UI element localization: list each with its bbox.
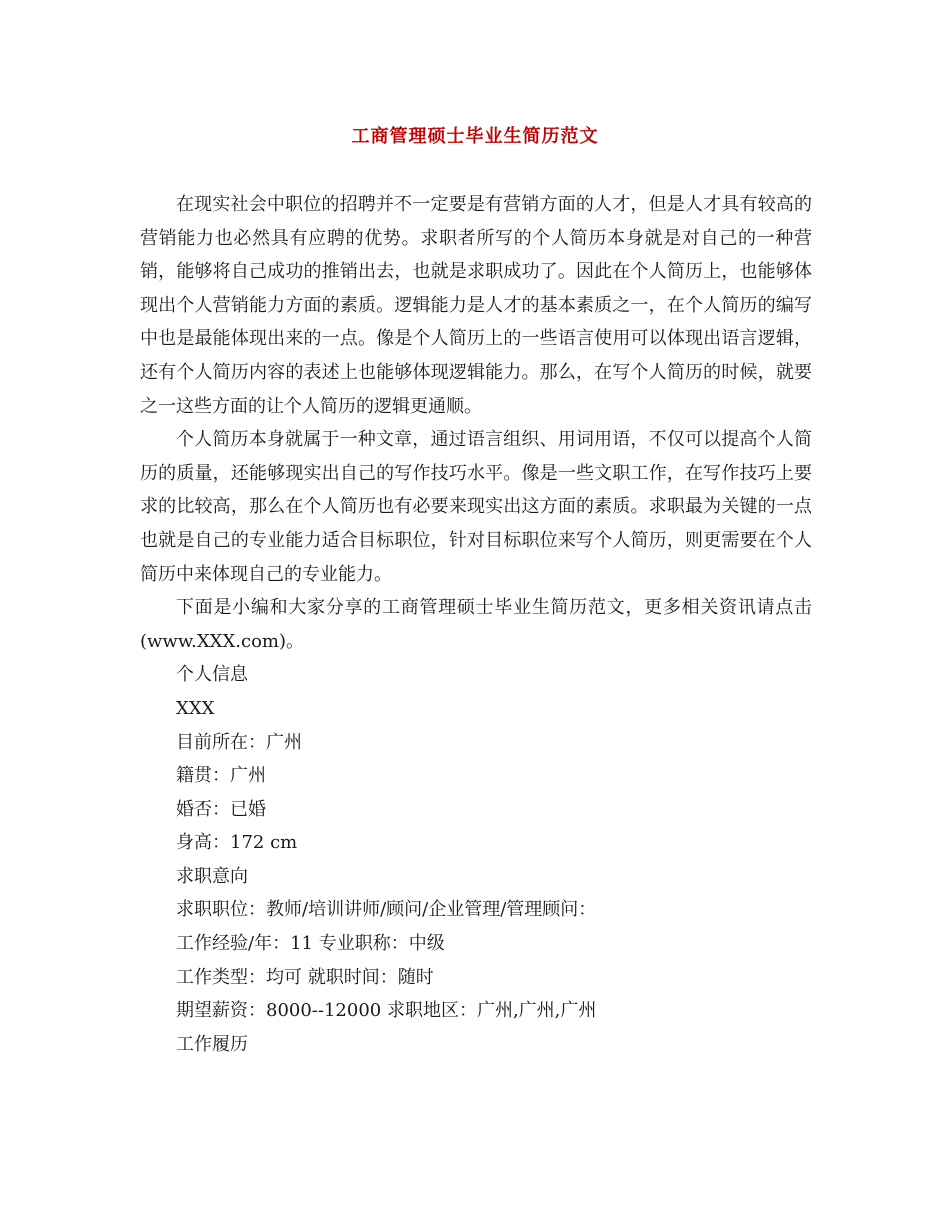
job-type-line: 工作类型：均可 就职时间：随时 bbox=[176, 966, 434, 988]
name-line: XXX bbox=[176, 697, 215, 719]
paragraph-writing-skills: 个人简历本身就属于一种文章，通过语言组织、用词用语，不仅可以提高个人简历的质量，还能够现实出自己的写作技巧水平。像是一些文职工作，在写作技巧上要求的比较高，那么在个人简历也有必要来现实出这方面的素质。求职最为关键的一点也就是自己的专业能力适合目标职位，针对目标职位来写个人简历，则更需要在个人简历中来体现自己的专业能力。 bbox=[140, 429, 812, 585]
document-title: 工商管理硕士毕业生简历范文 bbox=[351, 126, 599, 147]
salary-region-line: 期望薪资：8000--12000 求职地区：广州,广州,广州 bbox=[176, 1000, 597, 1022]
hometown-line: 籍贯：广州 bbox=[176, 765, 266, 787]
document-body bbox=[140, 188, 812, 1061]
desired-position-line: 求职职位：教师/培训讲师/顾问/企业管理/管理顾问： bbox=[176, 899, 597, 921]
current-location-line: 目前所在：广州 bbox=[176, 731, 302, 753]
section-heading-job-intention: 求职意向 bbox=[176, 865, 248, 887]
marital-status-line: 婚否：已婚 bbox=[176, 798, 266, 820]
height-line: 身高：172 cm bbox=[176, 832, 298, 854]
section-heading-work-history: 工作履历 bbox=[176, 1033, 248, 1055]
section-heading-personal-info: 个人信息 bbox=[176, 664, 248, 686]
experience-line: 工作经验/年：11 专业职称：中级 bbox=[176, 933, 445, 955]
paragraph-share: 下面是小编和大家分享的工商管理硕士毕业生简历范文，更多相关资讯请点击(www.XXX.com)。 bbox=[140, 597, 812, 652]
paragraph-intro: 在现实社会中职位的招聘并不一定要是有营销方面的人才，但是人才具有较高的营销能力也必然具有应聘的优势。求职者所写的个人简历本身就是对自己的一种营销，能够将自己成功的推销出去，也就是求职成功了。因此在个人简历上，也能够体现出个人营销能力方面的素质。逻辑能力是人才的基本素质之一，在个人简历的编写中也是最能体现出来的一点。像是个人简历上的一些语言使用可以体现出语言逻辑，还有个人简历内容的表述上也能够体现逻辑能力。那么，在写个人简历的时候，就要之一这些方面的让个人简历的逻辑更通顺。 bbox=[140, 194, 812, 417]
